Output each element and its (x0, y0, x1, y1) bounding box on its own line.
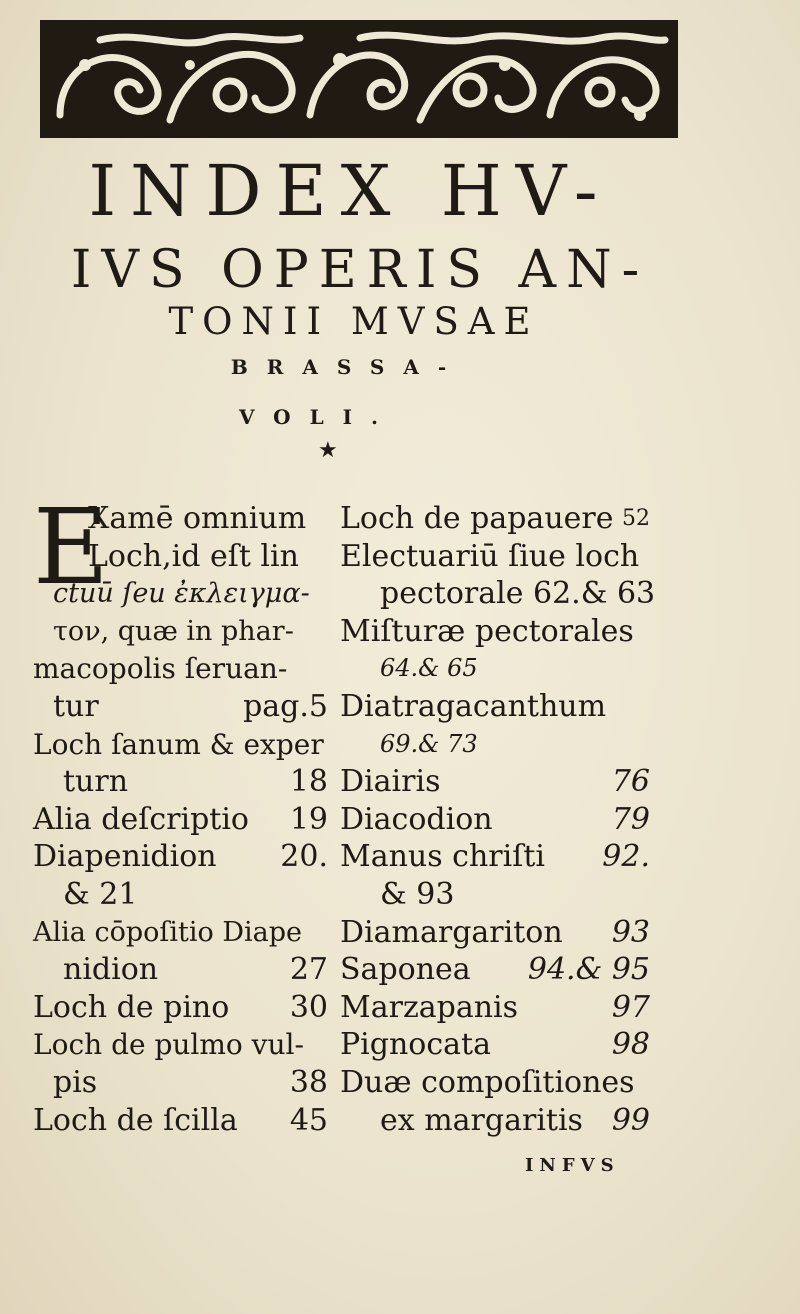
index-entry (33, 951, 328, 989)
index-entry (340, 500, 650, 538)
entry-text: 69.& 73 (380, 729, 478, 758)
title-line-5: VOLI. (239, 405, 397, 429)
entry-text: macopolis ſeruan- (33, 652, 288, 686)
entry-text: Alia cōpoſitio Diape (33, 916, 302, 948)
entry-page: 79 (611, 801, 650, 837)
index-entry (33, 801, 328, 839)
index-entry (33, 575, 328, 613)
index-entry (33, 1064, 328, 1102)
entry-page: pag.5 (243, 688, 328, 724)
entry-text: & 21 (63, 876, 138, 912)
entry-text: Loch de papauere (340, 501, 614, 536)
index-entry (33, 726, 328, 764)
entry-page: 94.& 95 (527, 952, 650, 988)
entry-text: & 93 (380, 876, 455, 912)
index-entry (340, 575, 656, 613)
index-entry (33, 876, 328, 914)
entry-page: 20. (280, 839, 328, 875)
entry-text: ctuū ſeu ἐκλειγμα- (53, 578, 310, 610)
index-entry (340, 688, 650, 726)
entry-page: 30 (289, 989, 328, 1025)
entry-page: 38 (289, 1064, 328, 1100)
index-entry (340, 801, 650, 839)
index-entry (340, 1026, 650, 1064)
entry-text: turn (63, 764, 129, 800)
index-entry (340, 989, 650, 1027)
index-column-left (33, 500, 328, 1139)
entry-page: 92. (602, 839, 650, 875)
index-entry (33, 1102, 328, 1140)
entry-text: Loch,id eſt lin (88, 538, 299, 574)
entry-text: Diairis (340, 764, 441, 800)
drop-capital: E (33, 486, 109, 608)
index-entry (340, 726, 650, 764)
index-entry (33, 763, 328, 801)
entry-text: Loch ſanum & exper (33, 727, 324, 761)
catchword: INFVS (525, 1155, 620, 1176)
entry-text: pis (53, 1064, 98, 1100)
entry-text: Miſturæ pectorales (340, 613, 634, 649)
index-entry (33, 989, 328, 1027)
entry-page: 45 (289, 1102, 328, 1138)
index-entry (33, 688, 328, 726)
entry-page: 97 (611, 989, 650, 1025)
entry-text: Diatragacanthum (340, 688, 607, 724)
index-entry (340, 1102, 650, 1140)
title-line-2: IVS OPERIS AN- (70, 240, 650, 300)
entry-page: 99 (611, 1102, 650, 1138)
entry-text: Diacodion (340, 801, 493, 837)
title-line-4: BRASSA- (230, 355, 466, 379)
title-line-1: INDEX HV- (88, 150, 612, 232)
title-line-3: TONII MVSAE (168, 300, 540, 343)
entry-text: ex margaritis (380, 1102, 583, 1138)
entry-text: Loch de pulmo vul- (33, 1028, 304, 1062)
entry-page: 18 (289, 764, 328, 800)
entry-text: Electuariū ſiue loch (340, 538, 640, 574)
entry-text: nidion (63, 952, 159, 988)
index-entry (33, 838, 328, 876)
entry-page: 27 (289, 952, 328, 988)
index-entry (33, 538, 328, 576)
entry-text: Duæ compoſitiones (340, 1064, 635, 1100)
entry-text: tur (53, 688, 99, 724)
entry-text: Diapenidion (33, 839, 217, 875)
entry-text: Diamargariton (340, 914, 563, 950)
entry-text: Pignocata (340, 1027, 491, 1063)
index-entry (340, 838, 650, 876)
index-entry (33, 500, 328, 538)
entry-text: Marzapanis (340, 989, 519, 1025)
index-entry (340, 876, 650, 914)
index-entry (340, 763, 650, 801)
entry-text: Manus chriſti (340, 839, 545, 875)
entry-text: Alia deſcriptio (33, 801, 249, 837)
entry-text: Saponea (340, 952, 471, 988)
index-entry (33, 914, 328, 952)
index-entry (340, 650, 650, 688)
woodcut-ornament (40, 20, 678, 138)
index-entry (340, 538, 650, 576)
index-entry (33, 1026, 328, 1064)
index-entry (340, 914, 650, 952)
entry-page: 19 (289, 801, 328, 837)
star-ornament: ★ (318, 438, 338, 463)
entry-text: τον, quæ in phar- (53, 615, 294, 647)
entry-text: 64.& 65 (380, 654, 478, 683)
index-column-right (340, 500, 656, 1139)
entry-page: 52 (622, 506, 650, 531)
index-entry (340, 951, 650, 989)
entry-text: pectorale 62.& 63 (380, 576, 656, 612)
entry-page: 93 (611, 914, 650, 950)
index-entry (340, 1064, 650, 1102)
entry-text: Loch de pino (33, 989, 230, 1025)
entry-page: 76 (611, 764, 650, 800)
entry-page: 98 (611, 1027, 650, 1063)
index-entry (33, 650, 328, 688)
index-entry (340, 613, 650, 651)
entry-text: Xamē omnium (88, 501, 307, 536)
entry-text: Loch de ſcilla (33, 1102, 238, 1138)
index-entry (33, 613, 328, 651)
